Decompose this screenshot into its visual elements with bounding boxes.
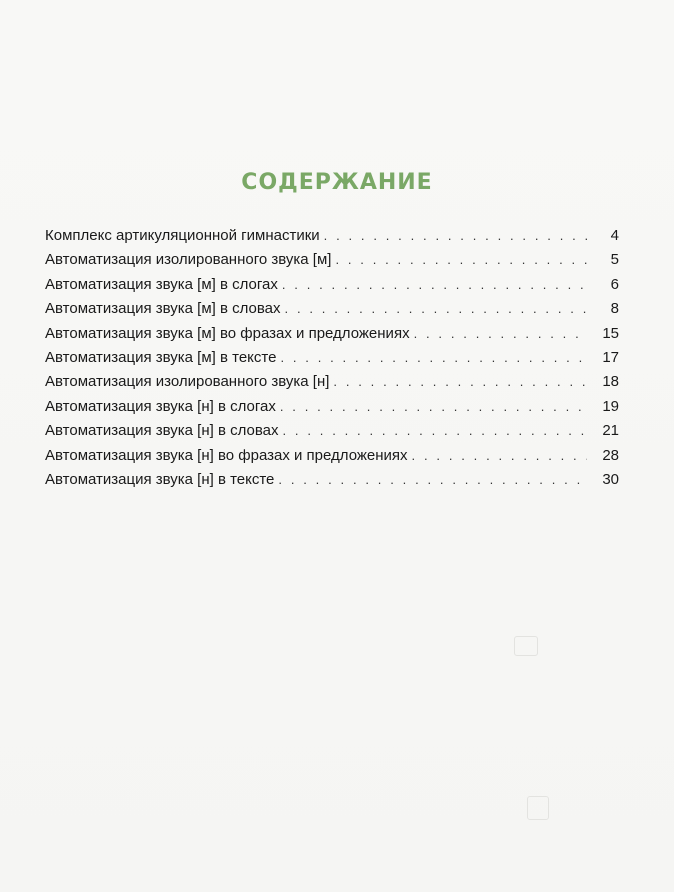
- toc-entry-label: Автоматизация звука [н] в словах: [45, 422, 279, 440]
- toc-leader-dots: [414, 322, 587, 346]
- toc-entry[interactable]: [45, 444, 619, 468]
- toc-leader-dots: [282, 273, 587, 297]
- toc-leader-dots: [333, 370, 587, 394]
- toc-entry-label: Комплекс артикуляционной гимнастики: [45, 227, 320, 244]
- page-title: СОДЕРЖАНИЕ: [241, 170, 433, 195]
- toc-leader-dots: [285, 297, 587, 321]
- toc-entry-label: Автоматизация звука [м] в тексте: [45, 348, 277, 366]
- toc-entry[interactable]: [45, 297, 619, 321]
- bleed-through-mark: [527, 796, 549, 820]
- toc-entry[interactable]: [45, 468, 619, 492]
- toc-entry-page-number: 4: [610, 227, 619, 244]
- toc-entry-label: Автоматизация звука [н] в слогах: [45, 397, 276, 415]
- toc-entry-page-number: 15: [602, 324, 619, 342]
- toc-entry-page-number: 18: [602, 373, 619, 391]
- toc-entry-label: Автоматизация звука [м] в словах: [45, 300, 281, 318]
- toc-leader-dots: [278, 468, 587, 492]
- toc-entry[interactable]: [45, 273, 619, 297]
- toc-entry-label: Автоматизация звука [н] в тексте: [45, 470, 275, 488]
- toc-entry-page-number: 21: [602, 422, 619, 440]
- toc-entry-page-number: 17: [602, 348, 619, 366]
- toc-leader-dots: [412, 444, 587, 468]
- toc-entry-label: Автоматизация изолированного звука [н]: [45, 373, 330, 391]
- toc-entry-page-number: 30: [602, 470, 619, 488]
- toc-entry[interactable]: [45, 370, 619, 394]
- toc-entry-label: Автоматизация изолированного звука [м]: [45, 251, 332, 269]
- toc-leader-dots: [283, 419, 588, 443]
- toc-entry[interactable]: [45, 346, 619, 370]
- toc-entry[interactable]: [45, 322, 619, 346]
- toc-leader-dots: [324, 224, 587, 248]
- toc-leader-dots: [280, 395, 587, 419]
- toc-entry-label: Автоматизация звука [м] в слогах: [45, 275, 278, 293]
- toc-entry-page-number: 19: [602, 397, 619, 415]
- toc-entry[interactable]: [45, 224, 619, 248]
- toc-entry-label: Автоматизация звука [н] во фразах и предложениях: [45, 446, 408, 464]
- toc-leader-dots: [335, 248, 587, 272]
- table-of-contents: [45, 224, 619, 492]
- toc-entry-label: Автоматизация звука [м] во фразах и предложениях: [45, 324, 410, 342]
- toc-entry[interactable]: [45, 248, 619, 272]
- toc-entry-page-number: 6: [610, 275, 619, 293]
- toc-leader-dots: [280, 346, 587, 370]
- toc-entry[interactable]: [45, 395, 619, 419]
- bleed-through-mark: [514, 636, 538, 656]
- toc-entry-page-number: 28: [602, 446, 619, 464]
- toc-entry-page-number: 5: [610, 251, 619, 269]
- toc-entry-page-number: 8: [610, 300, 619, 318]
- toc-entry[interactable]: [45, 419, 619, 443]
